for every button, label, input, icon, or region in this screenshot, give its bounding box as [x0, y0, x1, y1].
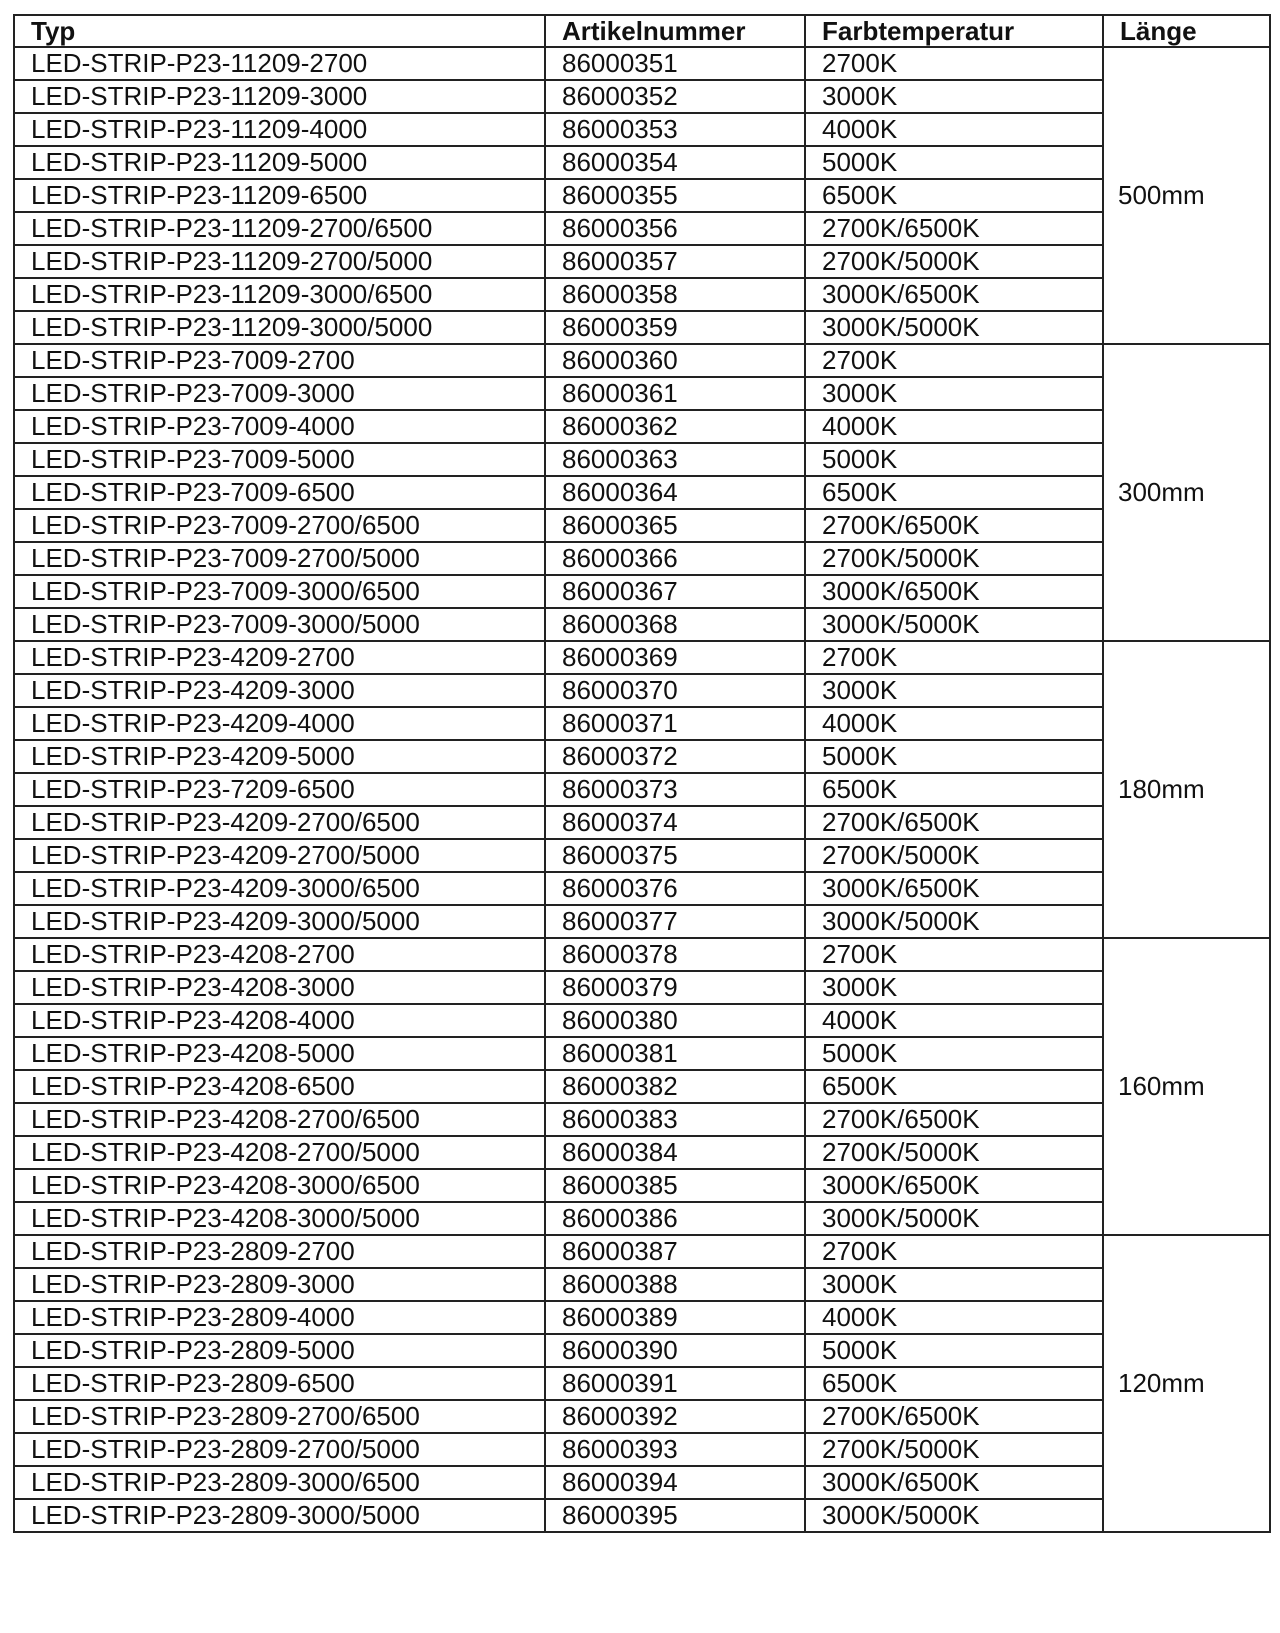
cell-artikelnummer: 86000364	[545, 476, 805, 509]
cell-typ: LED-STRIP-P23-11209-3000/6500	[14, 278, 545, 311]
cell-artikelnummer: 86000353	[545, 113, 805, 146]
table-row	[14, 1400, 1270, 1433]
cell-artikelnummer: 86000391	[545, 1367, 805, 1400]
cell-typ: LED-STRIP-P23-11209-3000	[14, 80, 545, 113]
header-typ: Typ	[14, 15, 545, 47]
cell-artikelnummer: 86000363	[545, 443, 805, 476]
cell-typ: LED-STRIP-P23-4208-2700/5000	[14, 1136, 545, 1169]
table-row	[14, 707, 1270, 740]
cell-farbtemperatur: 2700K/6500K	[805, 1400, 1103, 1433]
cell-farbtemperatur: 6500K	[805, 773, 1103, 806]
cell-typ: LED-STRIP-P23-4208-2700/6500	[14, 1103, 545, 1136]
header-laenge: Länge	[1103, 15, 1270, 47]
table-row	[14, 839, 1270, 872]
cell-farbtemperatur: 5000K	[805, 443, 1103, 476]
table-row	[14, 773, 1270, 806]
cell-typ: LED-STRIP-P23-11209-6500	[14, 179, 545, 212]
cell-artikelnummer: 86000377	[545, 905, 805, 938]
cell-farbtemperatur: 6500K	[805, 179, 1103, 212]
cell-typ: LED-STRIP-P23-11209-4000	[14, 113, 545, 146]
cell-artikelnummer: 86000379	[545, 971, 805, 1004]
cell-artikelnummer: 86000383	[545, 1103, 805, 1136]
table-row	[14, 1202, 1270, 1235]
cell-artikelnummer: 86000367	[545, 575, 805, 608]
cell-laenge: 180mm	[1103, 641, 1270, 938]
cell-farbtemperatur: 2700K	[805, 47, 1103, 80]
cell-farbtemperatur: 2700K	[805, 1235, 1103, 1268]
table-row	[14, 278, 1270, 311]
cell-artikelnummer: 86000372	[545, 740, 805, 773]
table-row	[14, 971, 1270, 1004]
cell-typ: LED-STRIP-P23-7009-2700/6500	[14, 509, 545, 542]
cell-artikelnummer: 86000354	[545, 146, 805, 179]
table-header	[14, 15, 1270, 47]
cell-farbtemperatur: 4000K	[805, 707, 1103, 740]
header-row	[14, 15, 1270, 47]
cell-typ: LED-STRIP-P23-2809-2700/6500	[14, 1400, 545, 1433]
cell-typ: LED-STRIP-P23-7009-6500	[14, 476, 545, 509]
cell-typ: LED-STRIP-P23-4208-3000	[14, 971, 545, 1004]
cell-laenge: 120mm	[1103, 1235, 1270, 1532]
table-row	[14, 575, 1270, 608]
cell-farbtemperatur: 2700K	[805, 344, 1103, 377]
cell-farbtemperatur: 3000K/5000K	[805, 1202, 1103, 1235]
table-row	[14, 509, 1270, 542]
cell-typ: LED-STRIP-P23-4209-2700/6500	[14, 806, 545, 839]
cell-farbtemperatur: 5000K	[805, 740, 1103, 773]
cell-artikelnummer: 86000386	[545, 1202, 805, 1235]
cell-typ: LED-STRIP-P23-2809-6500	[14, 1367, 545, 1400]
table-row	[14, 410, 1270, 443]
table-row	[14, 1433, 1270, 1466]
cell-farbtemperatur: 3000K/6500K	[805, 1169, 1103, 1202]
cell-farbtemperatur: 3000K	[805, 1268, 1103, 1301]
cell-artikelnummer: 86000389	[545, 1301, 805, 1334]
cell-artikelnummer: 86000366	[545, 542, 805, 575]
cell-typ: LED-STRIP-P23-2809-3000/5000	[14, 1499, 545, 1532]
cell-typ: LED-STRIP-P23-7009-3000	[14, 377, 545, 410]
cell-farbtemperatur: 5000K	[805, 146, 1103, 179]
table-row	[14, 146, 1270, 179]
cell-farbtemperatur: 4000K	[805, 410, 1103, 443]
table-row	[14, 113, 1270, 146]
cell-artikelnummer: 86000369	[545, 641, 805, 674]
table-row	[14, 1070, 1270, 1103]
cell-artikelnummer: 86000376	[545, 872, 805, 905]
cell-artikelnummer: 86000388	[545, 1268, 805, 1301]
cell-artikelnummer: 86000393	[545, 1433, 805, 1466]
table-row	[14, 1103, 1270, 1136]
cell-artikelnummer: 86000358	[545, 278, 805, 311]
table-row	[14, 740, 1270, 773]
table-row	[14, 905, 1270, 938]
table-row	[14, 1136, 1270, 1169]
table-row	[14, 542, 1270, 575]
cell-farbtemperatur: 3000K/6500K	[805, 575, 1103, 608]
cell-artikelnummer: 86000352	[545, 80, 805, 113]
cell-farbtemperatur: 4000K	[805, 1004, 1103, 1037]
cell-farbtemperatur: 3000K	[805, 377, 1103, 410]
table-row	[14, 344, 1270, 377]
table-row	[14, 1301, 1270, 1334]
cell-artikelnummer: 86000365	[545, 509, 805, 542]
cell-typ: LED-STRIP-P23-2809-3000	[14, 1268, 545, 1301]
cell-typ: LED-STRIP-P23-7009-4000	[14, 410, 545, 443]
cell-artikelnummer: 86000387	[545, 1235, 805, 1268]
table-row	[14, 1499, 1270, 1532]
cell-typ: LED-STRIP-P23-11209-2700/5000	[14, 245, 545, 278]
cell-typ: LED-STRIP-P23-2809-3000/6500	[14, 1466, 545, 1499]
cell-artikelnummer: 86000381	[545, 1037, 805, 1070]
cell-typ: LED-STRIP-P23-2809-5000	[14, 1334, 545, 1367]
cell-farbtemperatur: 2700K/5000K	[805, 542, 1103, 575]
table-row	[14, 47, 1270, 80]
cell-farbtemperatur: 2700K/5000K	[805, 1136, 1103, 1169]
table-row	[14, 608, 1270, 641]
table-row	[14, 179, 1270, 212]
cell-farbtemperatur: 5000K	[805, 1334, 1103, 1367]
cell-farbtemperatur: 2700K	[805, 938, 1103, 971]
cell-laenge: 300mm	[1103, 344, 1270, 641]
table-row	[14, 476, 1270, 509]
cell-artikelnummer: 86000362	[545, 410, 805, 443]
cell-artikelnummer: 86000371	[545, 707, 805, 740]
cell-artikelnummer: 86000392	[545, 1400, 805, 1433]
cell-farbtemperatur: 3000K	[805, 971, 1103, 1004]
cell-typ: LED-STRIP-P23-4209-3000/5000	[14, 905, 545, 938]
cell-artikelnummer: 86000368	[545, 608, 805, 641]
cell-artikelnummer: 86000370	[545, 674, 805, 707]
cell-laenge: 500mm	[1103, 47, 1270, 344]
table-row	[14, 1169, 1270, 1202]
cell-farbtemperatur: 3000K/5000K	[805, 608, 1103, 641]
cell-typ: LED-STRIP-P23-2809-4000	[14, 1301, 545, 1334]
table-row	[14, 245, 1270, 278]
cell-typ: LED-STRIP-P23-2809-2700	[14, 1235, 545, 1268]
cell-artikelnummer: 86000360	[545, 344, 805, 377]
cell-farbtemperatur: 2700K/6500K	[805, 212, 1103, 245]
product-table	[13, 14, 1271, 1533]
cell-farbtemperatur: 3000K/6500K	[805, 278, 1103, 311]
cell-artikelnummer: 86000395	[545, 1499, 805, 1532]
cell-farbtemperatur: 4000K	[805, 113, 1103, 146]
cell-typ: LED-STRIP-P23-4209-2700	[14, 641, 545, 674]
cell-artikelnummer: 86000351	[545, 47, 805, 80]
header-artikelnummer: Artikelnummer	[545, 15, 805, 47]
cell-typ: LED-STRIP-P23-11209-3000/5000	[14, 311, 545, 344]
cell-typ: LED-STRIP-P23-7009-3000/6500	[14, 575, 545, 608]
header-farbtemperatur: Farbtemperatur	[805, 15, 1103, 47]
cell-artikelnummer: 86000378	[545, 938, 805, 971]
cell-farbtemperatur: 3000K/5000K	[805, 905, 1103, 938]
cell-farbtemperatur: 6500K	[805, 1367, 1103, 1400]
cell-laenge: 160mm	[1103, 938, 1270, 1235]
table-row	[14, 1334, 1270, 1367]
cell-typ: LED-STRIP-P23-7009-3000/5000	[14, 608, 545, 641]
cell-farbtemperatur: 6500K	[805, 476, 1103, 509]
cell-farbtemperatur: 2700K/5000K	[805, 245, 1103, 278]
cell-artikelnummer: 86000361	[545, 377, 805, 410]
table-row	[14, 443, 1270, 476]
cell-artikelnummer: 86000373	[545, 773, 805, 806]
cell-typ: LED-STRIP-P23-4208-5000	[14, 1037, 545, 1070]
cell-artikelnummer: 86000384	[545, 1136, 805, 1169]
cell-typ: LED-STRIP-P23-4209-3000/6500	[14, 872, 545, 905]
cell-farbtemperatur: 4000K	[805, 1301, 1103, 1334]
cell-typ: LED-STRIP-P23-4209-5000	[14, 740, 545, 773]
cell-typ: LED-STRIP-P23-4209-4000	[14, 707, 545, 740]
cell-farbtemperatur: 3000K/6500K	[805, 872, 1103, 905]
table-row	[14, 1466, 1270, 1499]
cell-farbtemperatur: 3000K	[805, 80, 1103, 113]
cell-farbtemperatur: 3000K	[805, 674, 1103, 707]
cell-artikelnummer: 86000355	[545, 179, 805, 212]
cell-artikelnummer: 86000394	[545, 1466, 805, 1499]
table-row	[14, 311, 1270, 344]
table-row	[14, 1268, 1270, 1301]
cell-typ: LED-STRIP-P23-11209-2700	[14, 47, 545, 80]
cell-farbtemperatur: 6500K	[805, 1070, 1103, 1103]
table-row	[14, 1004, 1270, 1037]
table-row	[14, 80, 1270, 113]
table-row	[14, 1235, 1270, 1268]
cell-typ: LED-STRIP-P23-7009-5000	[14, 443, 545, 476]
cell-farbtemperatur: 3000K/5000K	[805, 311, 1103, 344]
cell-typ: LED-STRIP-P23-11209-2700/6500	[14, 212, 545, 245]
cell-artikelnummer: 86000390	[545, 1334, 805, 1367]
table-row	[14, 1037, 1270, 1070]
cell-farbtemperatur: 2700K	[805, 641, 1103, 674]
cell-typ: LED-STRIP-P23-2809-2700/5000	[14, 1433, 545, 1466]
cell-artikelnummer: 86000356	[545, 212, 805, 245]
cell-farbtemperatur: 3000K/5000K	[805, 1499, 1103, 1532]
cell-typ: LED-STRIP-P23-7009-2700/5000	[14, 542, 545, 575]
cell-farbtemperatur: 2700K/5000K	[805, 1433, 1103, 1466]
cell-artikelnummer: 86000375	[545, 839, 805, 872]
cell-typ: LED-STRIP-P23-11209-5000	[14, 146, 545, 179]
cell-typ: LED-STRIP-P23-7209-6500	[14, 773, 545, 806]
cell-farbtemperatur: 3000K/6500K	[805, 1466, 1103, 1499]
cell-artikelnummer: 86000359	[545, 311, 805, 344]
cell-farbtemperatur: 2700K/6500K	[805, 806, 1103, 839]
cell-typ: LED-STRIP-P23-4208-3000/6500	[14, 1169, 545, 1202]
cell-artikelnummer: 86000374	[545, 806, 805, 839]
cell-artikelnummer: 86000382	[545, 1070, 805, 1103]
cell-farbtemperatur: 5000K	[805, 1037, 1103, 1070]
cell-farbtemperatur: 2700K/6500K	[805, 1103, 1103, 1136]
cell-farbtemperatur: 2700K/5000K	[805, 839, 1103, 872]
cell-typ: LED-STRIP-P23-4208-4000	[14, 1004, 545, 1037]
table-row	[14, 212, 1270, 245]
table-row	[14, 872, 1270, 905]
cell-artikelnummer: 86000380	[545, 1004, 805, 1037]
cell-typ: LED-STRIP-P23-4209-3000	[14, 674, 545, 707]
cell-artikelnummer: 86000385	[545, 1169, 805, 1202]
cell-typ: LED-STRIP-P23-4208-2700	[14, 938, 545, 971]
table-row	[14, 806, 1270, 839]
cell-typ: LED-STRIP-P23-4209-2700/5000	[14, 839, 545, 872]
cell-typ: LED-STRIP-P23-4208-6500	[14, 1070, 545, 1103]
cell-typ: LED-STRIP-P23-4208-3000/5000	[14, 1202, 545, 1235]
table-row	[14, 641, 1270, 674]
table-row	[14, 674, 1270, 707]
table-row	[14, 377, 1270, 410]
table-row	[14, 938, 1270, 971]
cell-farbtemperatur: 2700K/6500K	[805, 509, 1103, 542]
cell-typ: LED-STRIP-P23-7009-2700	[14, 344, 545, 377]
table-body	[14, 47, 1270, 1532]
table-row	[14, 1367, 1270, 1400]
cell-artikelnummer: 86000357	[545, 245, 805, 278]
